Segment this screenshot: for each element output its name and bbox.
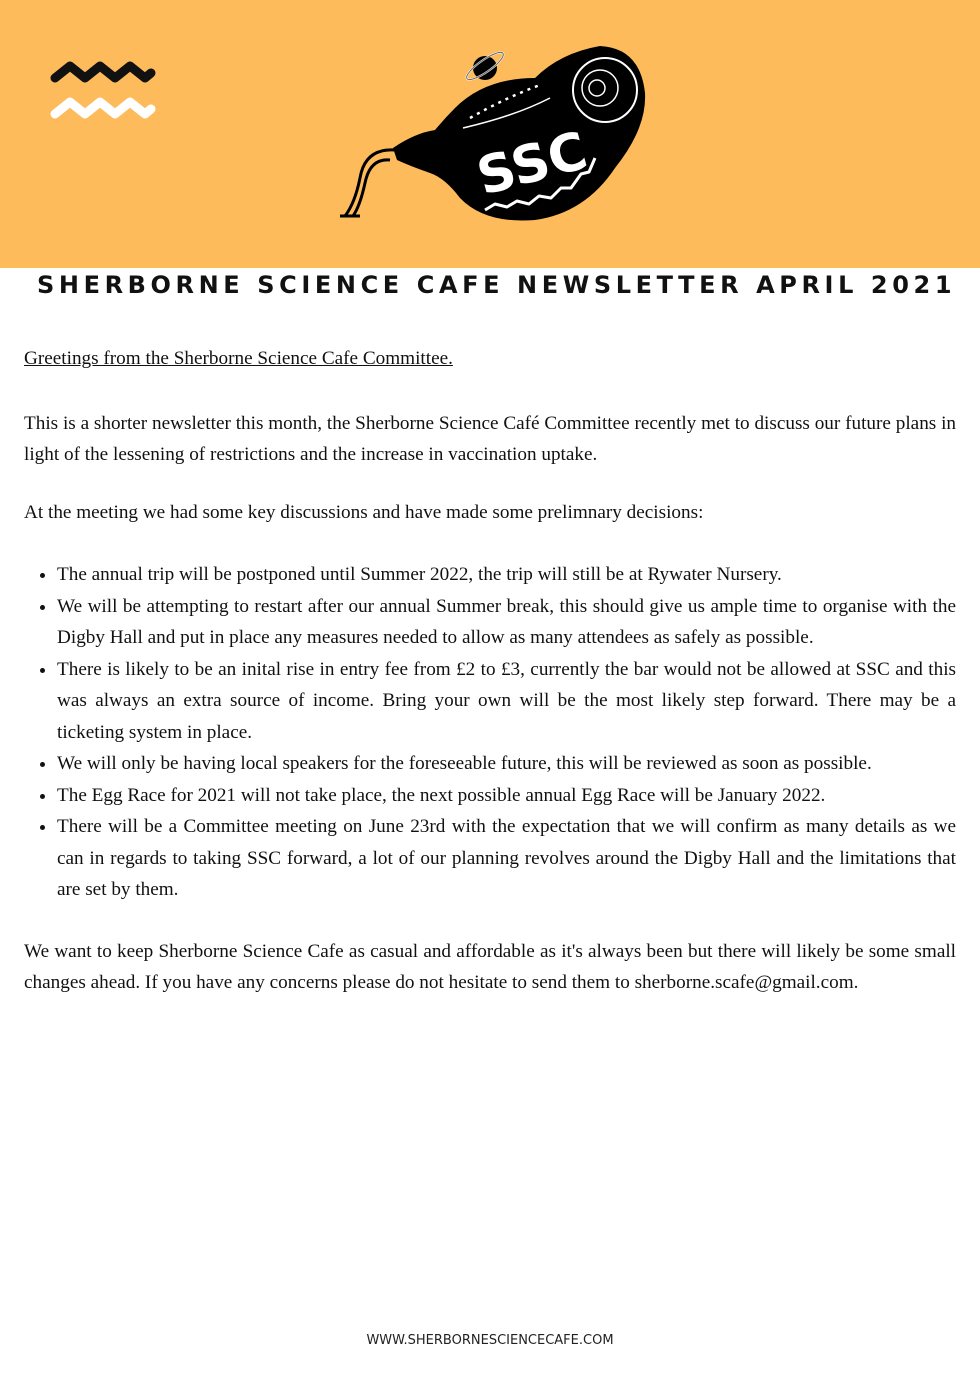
footer-website-link[interactable]: WWW.SHERBORNESCIENCECAFE.COM [366, 1333, 614, 1348]
lead-paragraph: At the meeting we had some key discussions and have made some prelimnary decisions: [24, 501, 704, 523]
list-item: • We will only be having local speakers for the foreseeable future, this will be reviewed as soon as possible. [57, 748, 956, 780]
newsletter-body [24, 343, 956, 1025]
list-item: • There will be a Committee meeting on June 23rd with the expectation that we will confirm as many details as we can in regards to taking SSC forward, a lot of our planning revolves around the Digby Hall and the limitations that are set by them. [57, 811, 956, 906]
decisions-list [24, 559, 956, 906]
greeting: Greetings from the Sherborne Science Cafe Committee. [24, 348, 453, 369]
list-item: • The Egg Race for 2021 will not take place, the next possible annual Egg Race will be January 2022. [57, 780, 956, 812]
list-item: • The annual trip will be postponed until Summer 2022, the trip will still be at Rywater Nursery. [57, 559, 956, 591]
list-item: • We will be attempting to restart after our annual Summer break, this should give us ample time to organise with the Digby Hall and put in place any measures needed to allow as many attendees as safely as possible. [57, 591, 956, 654]
newsletter-title: SHERBORNE SCIENCE CAFE NEWSLETTER APRIL 2021 [37, 271, 957, 299]
intro-paragraph: This is a shorter newsletter this month, the Sherborne Science Café Committee recently met to discuss our future plans in light of the lessening of restrictions and the increase in vaccination uptake. [24, 412, 956, 465]
list-item: • There is likely to be an inital rise in entry fee from £2 to £3, currently the bar would not be allowed at SSC and this was always an extra source of income. Bring your own will be the most likely step forward. There may be a ticketing system in place. [57, 654, 956, 749]
ssc-teapot-logo [335, 38, 655, 228]
header-banner [0, 0, 980, 268]
wave-icon [50, 58, 156, 124]
closing-paragraph: We want to keep Sherborne Science Cafe as casual and affordable as it's always been but there will likely be some small changes ahead. If you have any concerns please do not hesitate to send them to sherborne.scafe@gmail.com. [24, 940, 956, 993]
svg-text:SSC: SSC [471, 121, 594, 208]
